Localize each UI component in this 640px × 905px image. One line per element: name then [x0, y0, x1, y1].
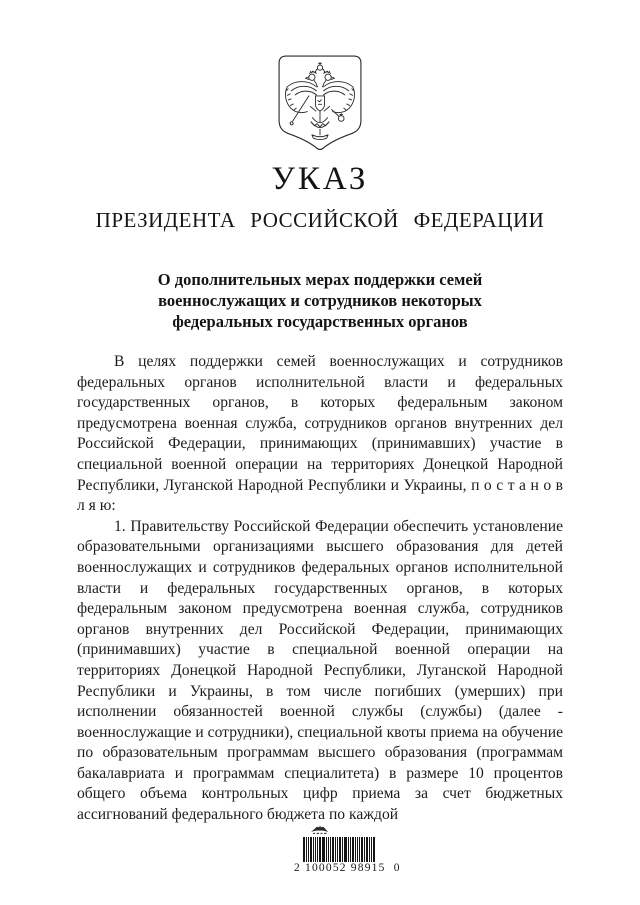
barcode-bars [303, 837, 379, 862]
decree-title: УКАЗ [271, 161, 369, 197]
barcode [294, 823, 401, 874]
decree-paragraph-preamble: В целях поддержки семей военнослужащих и сотрудников федеральных органов исполнительной власти и федеральных государственных органов, в которых федеральным законом предусмотрена военная служба, сотрудников органов внутренних дел Российской Федерации, принимающих (принимавших) участие в специальной военной операции на территориях Донецкой Народной Республики, Луганской Народной Республики и Украины, п о с т а н о в л я ю: [77, 353, 563, 515]
decree-subject: О дополнительных мерах поддержки семей военнослужащих и сотрудников некоторых федеральных государственных органов [157, 270, 483, 331]
barcode-digits: 2 100052 98915 0 [294, 862, 401, 874]
russian-coat-of-arms-icon [278, 55, 362, 152]
small-eagle-print-mark-icon [310, 823, 329, 835]
coat-of-arms-svg [278, 55, 362, 152]
decree-body [77, 352, 563, 826]
decree-issuer: ПРЕЗИДЕНТА РОССИЙСКОЙ ФЕДЕРАЦИИ [95, 208, 545, 232]
decree-paragraph-1: 1. Правительству Российской Федерации обеспечить установление образовательными организациями высшего образования для детей военнослужащих и сотрудников федеральных органов исполнительной власти и федеральных государственных органов, в которых федеральным законом предусмотрена военная служба, сотрудников органов внутренних дел Российской Федерации, принимающих (принимавших) участие в специальной военной операции на территориях Донецкой Народной Республики, Луганской Народной Республики и Украины, в том числе погибших (умерших) при исполнении обязанностей военной службы (службы) (далее - военнослужащие и сотрудники), специальной квоты приема на обучение по образовательным программам высшего образования (программам бакалавриата и программам специалитета) в размере 10 процентов общего объема контрольных цифр приема за счет бюджетных ассигнований федерального бюджета по каждой [77, 517, 563, 824]
